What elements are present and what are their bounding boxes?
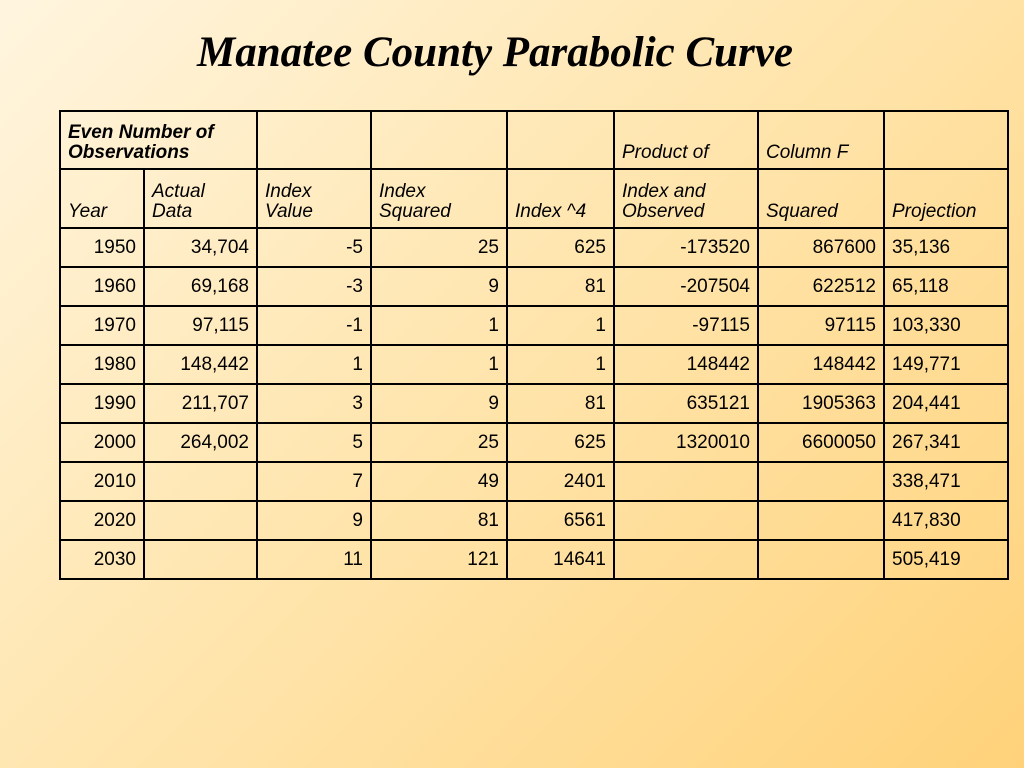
column-header-index-and-observed: Index and Observed bbox=[614, 169, 758, 228]
column-header-index-4: Index ^4 bbox=[507, 169, 614, 228]
column-header-actual-data: Actual Data bbox=[144, 169, 257, 228]
cell-index-squared: 49 bbox=[371, 462, 507, 501]
column-header-squared: Squared bbox=[758, 169, 884, 228]
table-row bbox=[60, 540, 1008, 579]
cell-product: 1320010 bbox=[614, 423, 758, 462]
header-blank-h bbox=[884, 111, 1008, 169]
cell-year: 1970 bbox=[60, 306, 144, 345]
header-row-columns bbox=[60, 169, 1008, 228]
cell-column-f-squared: 1905363 bbox=[758, 384, 884, 423]
cell-index-value: 9 bbox=[257, 501, 371, 540]
cell-index-squared: 81 bbox=[371, 501, 507, 540]
cell-actual-data: 69,168 bbox=[144, 267, 257, 306]
data-table bbox=[59, 110, 1009, 580]
cell-product: -207504 bbox=[614, 267, 758, 306]
cell-index-4: 2401 bbox=[507, 462, 614, 501]
cell-year: 2030 bbox=[60, 540, 144, 579]
cell-projection: 103,330 bbox=[884, 306, 1008, 345]
column-header-year: Year bbox=[60, 169, 144, 228]
cell-year: 2010 bbox=[60, 462, 144, 501]
cell-product: -173520 bbox=[614, 228, 758, 267]
cell-product: 148442 bbox=[614, 345, 758, 384]
cell-year: 1990 bbox=[60, 384, 144, 423]
cell-index-value: -1 bbox=[257, 306, 371, 345]
cell-index-4: 625 bbox=[507, 228, 614, 267]
table-row bbox=[60, 462, 1008, 501]
cell-projection: 35,136 bbox=[884, 228, 1008, 267]
cell-index-4: 81 bbox=[507, 384, 614, 423]
cell-index-value: 7 bbox=[257, 462, 371, 501]
cell-index-4: 6561 bbox=[507, 501, 614, 540]
cell-index-value: 11 bbox=[257, 540, 371, 579]
cell-index-value: -3 bbox=[257, 267, 371, 306]
cell-product: -97115 bbox=[614, 306, 758, 345]
cell-year: 2020 bbox=[60, 501, 144, 540]
cell-actual-data: 34,704 bbox=[144, 228, 257, 267]
header-blank-c bbox=[257, 111, 371, 169]
cell-product bbox=[614, 501, 758, 540]
column-header-index-value: Index Value bbox=[257, 169, 371, 228]
header-observations: Even Number of Observations bbox=[60, 111, 257, 169]
cell-column-f-squared: 867600 bbox=[758, 228, 884, 267]
cell-year: 2000 bbox=[60, 423, 144, 462]
cell-projection: 204,441 bbox=[884, 384, 1008, 423]
cell-index-squared: 25 bbox=[371, 228, 507, 267]
cell-column-f-squared: 622512 bbox=[758, 267, 884, 306]
cell-actual-data: 264,002 bbox=[144, 423, 257, 462]
table-row bbox=[60, 384, 1008, 423]
cell-projection: 267,341 bbox=[884, 423, 1008, 462]
cell-actual-data bbox=[144, 501, 257, 540]
cell-actual-data: 211,707 bbox=[144, 384, 257, 423]
cell-index-4: 625 bbox=[507, 423, 614, 462]
cell-index-4: 14641 bbox=[507, 540, 614, 579]
header-blank-e bbox=[507, 111, 614, 169]
cell-projection: 505,419 bbox=[884, 540, 1008, 579]
cell-column-f-squared bbox=[758, 462, 884, 501]
table-row bbox=[60, 345, 1008, 384]
cell-actual-data bbox=[144, 540, 257, 579]
cell-index-value: 3 bbox=[257, 384, 371, 423]
cell-projection: 417,830 bbox=[884, 501, 1008, 540]
cell-year: 1950 bbox=[60, 228, 144, 267]
table-row bbox=[60, 267, 1008, 306]
header-row-top bbox=[60, 111, 1008, 169]
cell-index-squared: 9 bbox=[371, 384, 507, 423]
table-row bbox=[60, 501, 1008, 540]
cell-actual-data bbox=[144, 462, 257, 501]
cell-product bbox=[614, 540, 758, 579]
cell-column-f-squared bbox=[758, 501, 884, 540]
table-row bbox=[60, 306, 1008, 345]
header-product-of: Product of bbox=[614, 111, 758, 169]
column-header-projection: Projection bbox=[884, 169, 1008, 228]
cell-index-4: 1 bbox=[507, 306, 614, 345]
cell-index-4: 81 bbox=[507, 267, 614, 306]
cell-index-value: 5 bbox=[257, 423, 371, 462]
cell-column-f-squared: 6600050 bbox=[758, 423, 884, 462]
cell-column-f-squared: 97115 bbox=[758, 306, 884, 345]
cell-index-squared: 121 bbox=[371, 540, 507, 579]
cell-projection: 65,118 bbox=[884, 267, 1008, 306]
cell-index-value: 1 bbox=[257, 345, 371, 384]
cell-product bbox=[614, 462, 758, 501]
table-row bbox=[60, 228, 1008, 267]
cell-column-f-squared: 148442 bbox=[758, 345, 884, 384]
cell-index-4: 1 bbox=[507, 345, 614, 384]
cell-index-squared: 9 bbox=[371, 267, 507, 306]
header-column-f: Column F bbox=[758, 111, 884, 169]
header-blank-d bbox=[371, 111, 507, 169]
cell-projection: 149,771 bbox=[884, 345, 1008, 384]
column-header-index-squared: Index Squared bbox=[371, 169, 507, 228]
page-title: Manatee County Parabolic Curve bbox=[196, 29, 794, 76]
cell-index-squared: 1 bbox=[371, 306, 507, 345]
table-row bbox=[60, 423, 1008, 462]
cell-product: 635121 bbox=[614, 384, 758, 423]
cell-projection: 338,471 bbox=[884, 462, 1008, 501]
cell-year: 1960 bbox=[60, 267, 144, 306]
cell-index-squared: 1 bbox=[371, 345, 507, 384]
cell-year: 1980 bbox=[60, 345, 144, 384]
cell-actual-data: 148,442 bbox=[144, 345, 257, 384]
cell-actual-data: 97,115 bbox=[144, 306, 257, 345]
cell-index-squared: 25 bbox=[371, 423, 507, 462]
cell-index-value: -5 bbox=[257, 228, 371, 267]
cell-column-f-squared bbox=[758, 540, 884, 579]
